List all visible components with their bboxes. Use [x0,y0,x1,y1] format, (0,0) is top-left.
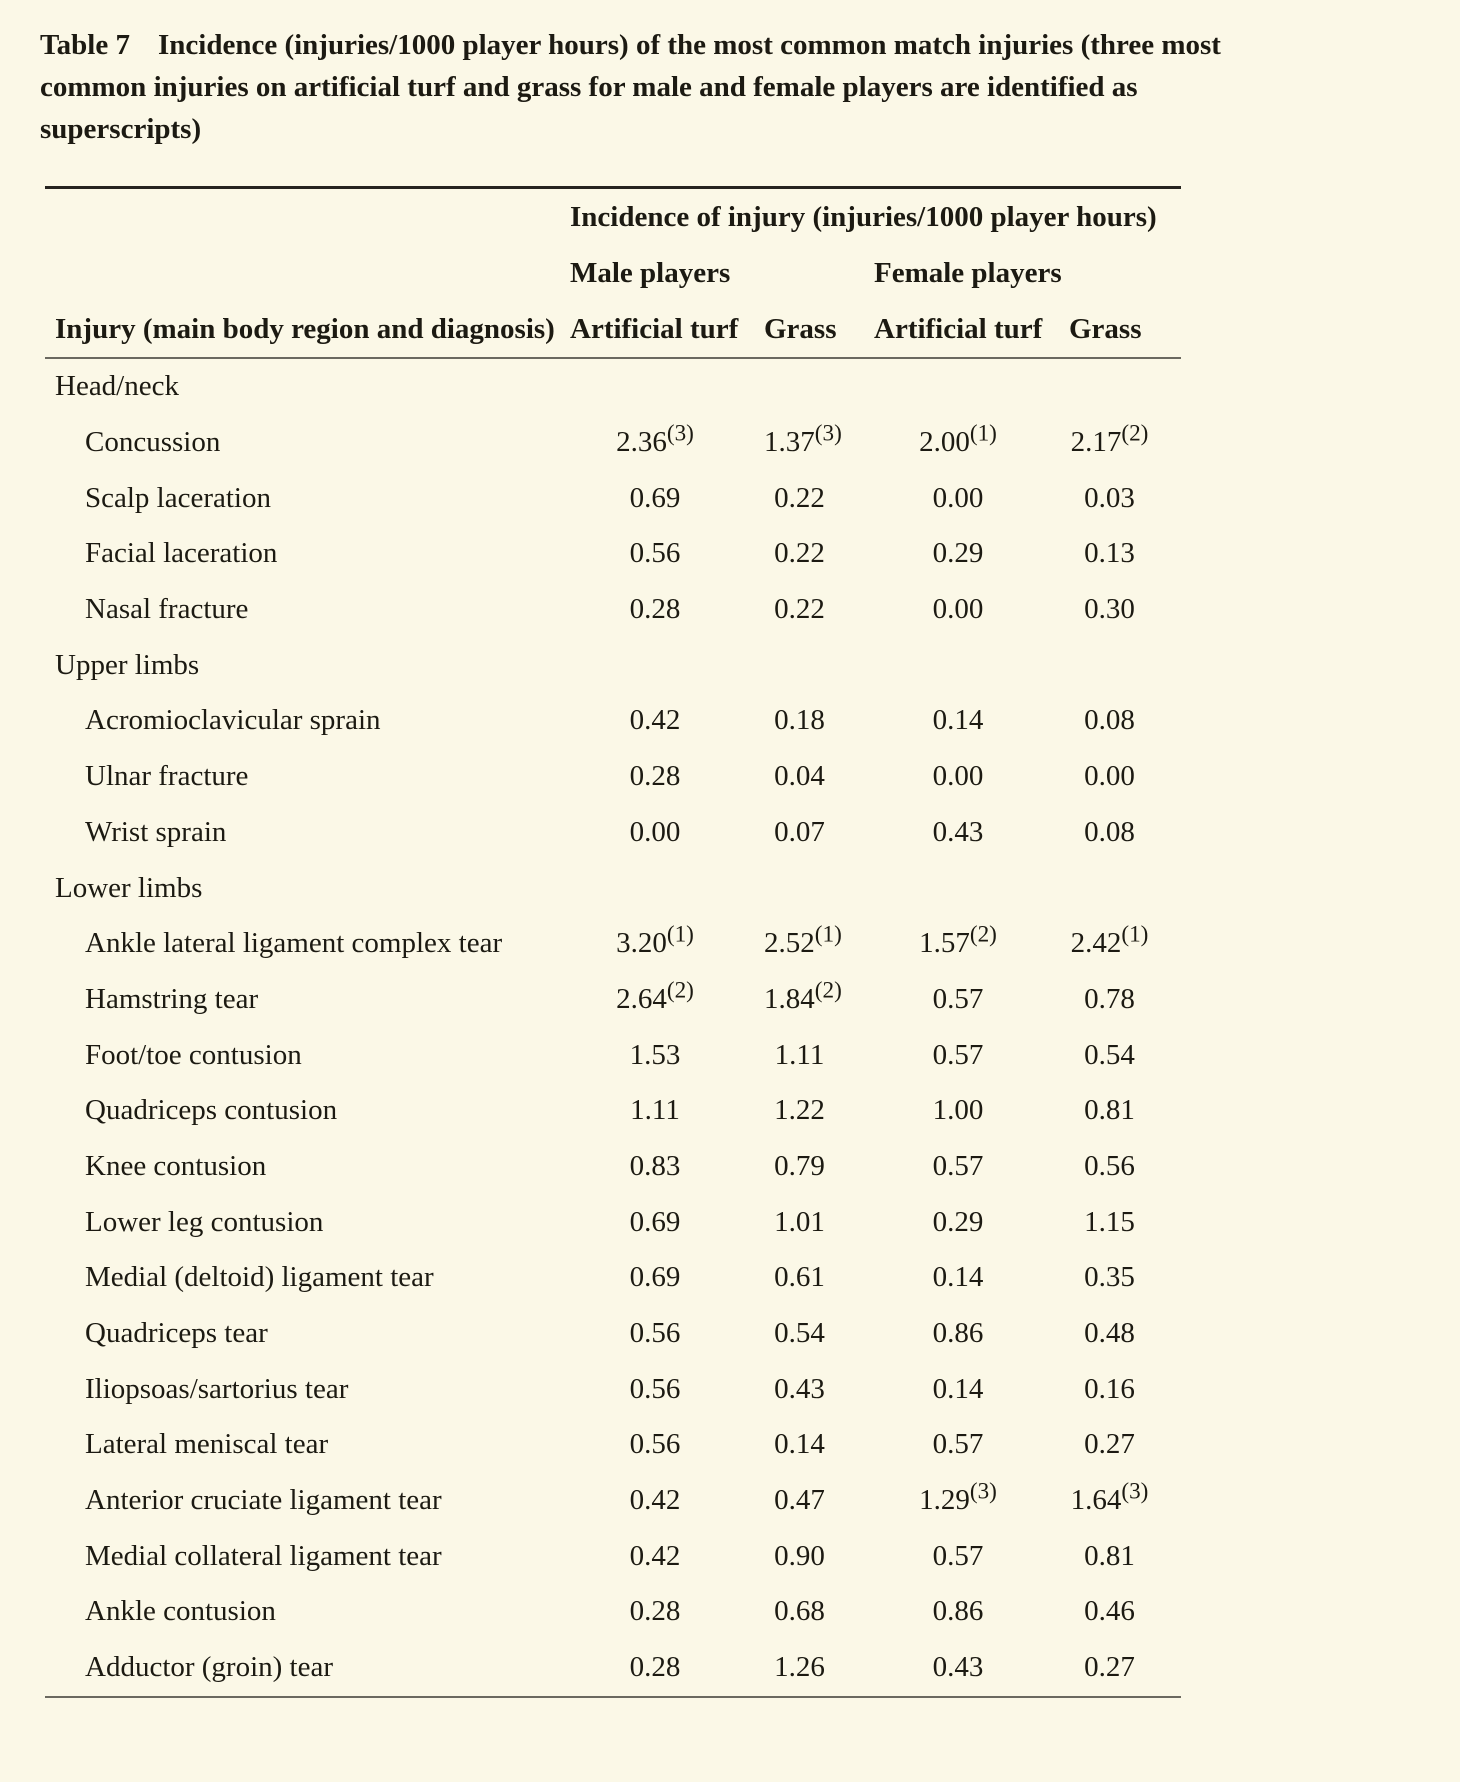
rank-superscript: (2) [969,921,997,948]
injury-label: Adductor (groin) tear [85,1651,334,1684]
injury-label: Facial laceration [85,537,278,570]
table-row [45,916,1181,972]
rank-superscript: (3) [814,420,842,447]
value-cell: 0.00 [932,760,984,793]
value-cell: 0.79 [774,1149,825,1182]
value-cell: 0.16 [1084,1372,1135,1405]
table-row [45,470,1181,526]
column-header-female-turf: Artificial turf [874,301,1069,358]
value-cell: 0.86 [932,1317,984,1350]
value-cell: 1.64$^{(3)}$ [1070,1478,1149,1517]
value-cell: 0.78 [1084,982,1135,1015]
injury-label: Acromioclavicular sprain [85,704,381,737]
injury-label: Lower leg contusion [85,1205,324,1238]
value-cell: 0.18 [774,704,825,737]
injury-label: Wrist sprain [85,815,227,848]
table-row [45,1361,1181,1417]
value-cell: 0.56 [629,1372,681,1405]
value-cell: 1.37$^{(3)}$ [764,420,842,459]
value-cell: 0.14 [932,704,984,737]
value-cell: 0.14 [774,1428,825,1461]
table-caption-label: Table 7 [40,29,130,61]
value-cell: 0.27 [1084,1428,1135,1461]
value-cell: 0.13 [1084,537,1135,570]
section-row [45,358,1181,415]
subgroup-header-male: Male players [570,256,731,289]
table-header [45,188,1181,359]
rank-superscript: (1) [666,921,694,948]
injury-label: Iliopsoas/sartorius tear [85,1372,349,1405]
injury-incidence-table [45,186,1181,1698]
value-cell: 0.42 [629,1484,681,1517]
table-row [45,526,1181,582]
table-row [45,1584,1181,1640]
table-row [45,805,1181,861]
injury-label: Concussion [85,426,221,459]
injury-label: Medial (deltoid) ligament tear [85,1261,434,1294]
value-cell: 0.29 [932,1205,984,1238]
value-cell: 1.29$^{(3)}$ [919,1478,997,1517]
table-row [45,693,1181,749]
value-cell: 0.81 [1084,1539,1135,1572]
value-cell: 1.53 [629,1038,681,1071]
value-cell: 0.56 [629,1428,681,1461]
value-cell: 0.28 [629,760,681,793]
value-cell: 1.57$^{(2)}$ [919,921,997,960]
value-cell: 0.46 [1084,1595,1135,1628]
value-cell: 1.11 [630,1094,680,1127]
value-cell: 0.14 [932,1372,984,1405]
table-row [45,1083,1181,1139]
empty-header-cell [45,245,570,301]
value-cell: 0.03 [1084,481,1135,514]
rank-superscript: (2) [814,977,842,1004]
value-cell: 1.26 [774,1651,825,1684]
rank-superscript: (2) [666,977,694,1004]
value-cell: 2.36$^{(3)}$ [616,420,694,459]
column-header-female-grass: Grass [1069,301,1181,358]
value-cell: 0.08 [1084,704,1135,737]
value-cell: 2.64$^{(2)}$ [616,977,694,1015]
section-label: Head/neck [55,370,179,403]
value-cell: 0.54 [774,1317,825,1350]
table-row [45,582,1181,638]
value-cell: 0.48 [1084,1317,1135,1350]
section-label: Lower limbs [55,871,203,904]
value-cell: 1.11 [774,1038,825,1071]
value-cell: 0.57 [932,982,984,1015]
value-cell: 0.43 [774,1372,825,1405]
value-cell: 1.15 [1084,1205,1135,1238]
value-cell: 0.57 [932,1539,984,1572]
value-cell: 0.57 [932,1428,984,1461]
value-cell: 2.42$^{(1)}$ [1070,921,1149,960]
group-header-incidence: Incidence of injury (injuries/1000 player hours) [570,200,1157,233]
rank-superscript: (3) [969,1478,997,1505]
section-label: Upper limbs [55,648,200,681]
value-cell: 0.56 [629,537,681,570]
subgroup-header-female: Female players [874,256,1062,289]
value-cell: 0.00 [629,815,681,848]
rank-superscript: (3) [1121,1478,1149,1505]
value-cell: 0.29 [932,537,984,570]
value-cell: 0.86 [932,1595,984,1628]
group-header-row [45,188,1181,246]
value-cell: 0.56 [629,1317,681,1350]
value-cell: 0.42 [629,704,681,737]
column-header-male-grass: Grass [764,301,874,358]
value-cell: 0.14 [932,1261,984,1294]
table-row [45,1027,1181,1083]
value-cell: 0.56 [1084,1149,1135,1182]
value-cell: 1.22 [774,1094,825,1127]
value-cell: 0.69 [629,481,681,514]
table-row [45,1417,1181,1473]
value-cell: 0.81 [1084,1094,1135,1127]
table-row [45,972,1181,1028]
table-row [45,1528,1181,1584]
injury-label: Scalp laceration [85,481,271,514]
value-cell: 0.22 [774,537,825,570]
value-cell: 0.27 [1084,1651,1135,1684]
rank-superscript: (2) [1121,420,1149,447]
injury-label: Anterior cruciate ligament tear [85,1484,442,1517]
value-cell: 0.22 [774,481,825,514]
empty-header-cell [45,188,570,246]
section-row [45,637,1181,693]
value-cell: 0.28 [629,593,681,626]
table-caption-text: Incidence (injuries/1000 player hours) of the most common match injuries (three most common injuries on artificial turf and grass for male and female players are identified as superscripts) [40,29,1221,145]
table-row [45,1250,1181,1306]
rank-superscript: (3) [666,420,694,447]
value-cell: 0.00 [1084,760,1135,793]
value-cell: 1.00 [932,1094,984,1127]
column-header-injury: Injury (main body region and diagnosis) [45,301,570,358]
value-cell: 1.84$^{(2)}$ [764,977,842,1015]
value-cell: 0.47 [774,1484,825,1517]
rank-superscript: (1) [814,921,842,948]
rank-superscript: (1) [1121,921,1149,948]
subgroup-header-row [45,245,1181,301]
value-cell: 0.04 [774,760,825,793]
value-cell: 0.69 [629,1205,681,1238]
value-cell: 0.07 [774,815,825,848]
value-cell: 1.01 [774,1205,825,1238]
value-cell: 0.54 [1084,1038,1135,1071]
column-header-male-turf: Artificial turf [570,301,764,358]
table-row [45,749,1181,805]
table-row [45,415,1181,471]
value-cell: 2.17$^{(2)}$ [1070,420,1149,459]
injury-label: Ulnar fracture [85,760,249,793]
table-row [45,1139,1181,1195]
value-cell: 0.57 [932,1149,984,1182]
table-row [45,1306,1181,1362]
value-cell: 0.08 [1084,815,1135,848]
value-cell: 3.20$^{(1)}$ [616,921,694,960]
injury-label: Quadriceps contusion [85,1094,338,1127]
value-cell: 2.52$^{(1)}$ [764,921,842,960]
injury-label: Nasal fracture [85,593,249,626]
value-cell: 0.83 [629,1149,681,1182]
injury-label: Knee contusion [85,1149,267,1182]
injury-label: Lateral meniscal tear [85,1428,329,1461]
section-row [45,860,1181,916]
value-cell: 0.90 [774,1539,825,1572]
value-cell: 0.43 [932,815,984,848]
value-cell: 0.35 [1084,1261,1135,1294]
value-cell: 0.57 [932,1038,984,1071]
value-cell: 0.43 [932,1651,984,1684]
value-cell: 0.28 [629,1651,681,1684]
value-cell: 0.69 [629,1261,681,1294]
table-body [45,358,1181,1697]
value-cell: 2.00$^{(1)}$ [919,420,997,459]
injury-label: Ankle contusion [85,1595,276,1628]
value-cell: 0.42 [629,1539,681,1572]
table-row [45,1194,1181,1250]
table-caption [40,24,1258,150]
injury-label: Quadriceps tear [85,1317,268,1350]
injury-label: Foot/toe contusion [85,1038,302,1071]
value-cell: 0.28 [629,1595,681,1628]
injury-label: Medial collateral ligament tear [85,1539,442,1572]
column-header-row [45,301,1181,358]
value-cell: 0.22 [774,593,825,626]
value-cell: 0.68 [774,1595,825,1628]
injury-label: Hamstring tear [85,982,259,1015]
value-cell: 0.00 [932,481,984,514]
rank-superscript: (1) [969,420,997,447]
value-cell: 0.00 [932,593,984,626]
injury-label: Ankle lateral ligament complex tear [85,927,503,960]
table-row [45,1640,1181,1697]
value-cell: 0.30 [1084,593,1135,626]
value-cell: 0.61 [774,1261,825,1294]
table-row [45,1473,1181,1529]
